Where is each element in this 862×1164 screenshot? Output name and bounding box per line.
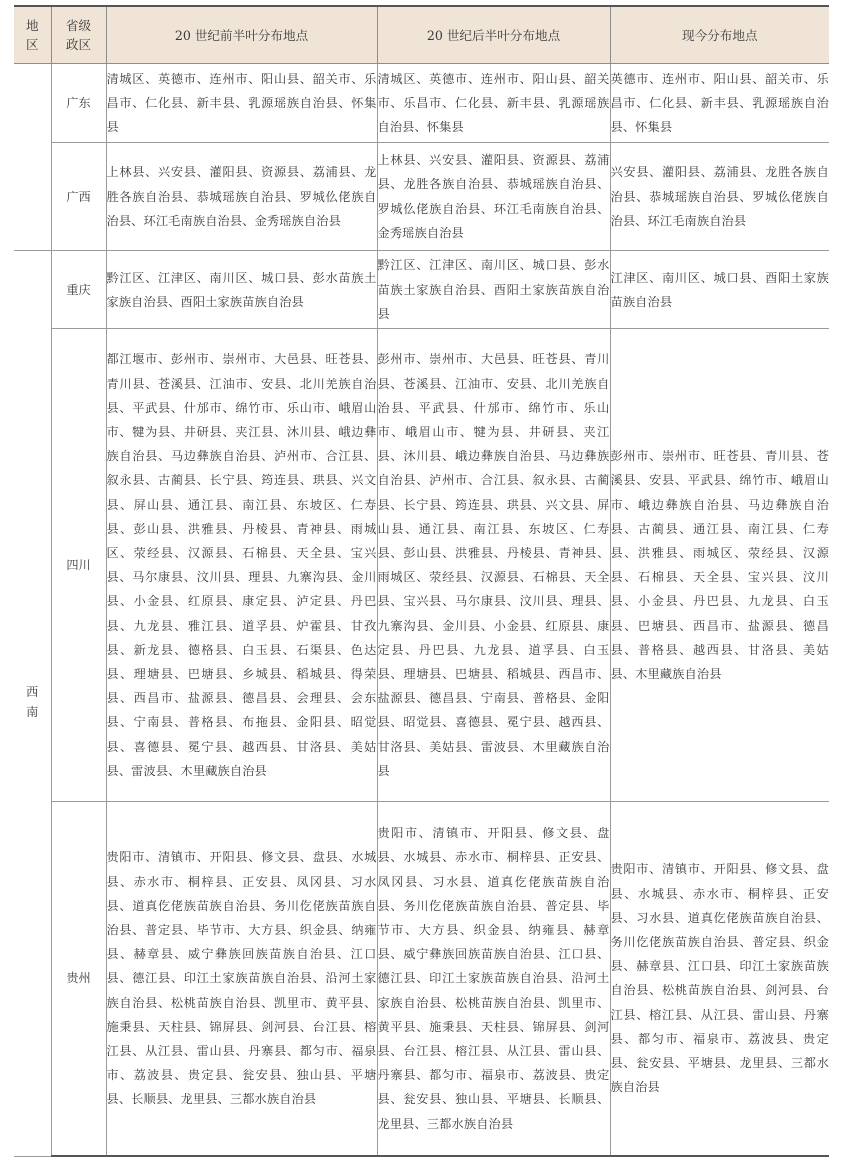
- table-row: [14, 143, 829, 251]
- header-early: 20 世纪前半叶分布地点: [106, 6, 377, 64]
- header-province-label: 省级政区: [65, 18, 92, 52]
- early-cell: [106, 143, 377, 251]
- current-cell: [610, 143, 829, 251]
- distribution-table: [14, 5, 829, 1157]
- late-cell: [377, 801, 610, 1156]
- current-text: 贵阳市、清镇市、开阳县、修文县、盘县、水城县、赤水市、桐梓县、正安县、习水县、道真仡佬族苗族自治县、务川仡佬族苗族自治县、普定县、织金县、赫章县、江口县、印江土家族苗族自治县、松桃苗族自治县、剑河县、台江县、榕江县、从江县、雷山县、丹寨县、都匀市、福泉市、荔波县、贵定县、瓮安县、平塘县、龙里县、三都水族自治县: [610, 862, 829, 1095]
- early-cell: [106, 329, 377, 802]
- late-text: 贵阳市、清镇市、开阳县、修文县、盘县、水城县、赤水市、桐梓县、正安县、凤冈县、习水县、道真仡佬族苗族自治县、务川仡佬族苗族自治县、普定县、毕节市、大方县、织金县、纳雍县、赫章县、威宁彝族回族苗族自治县、江口县、德江县、印江土家族苗族自治县、沿河土家族自治县、松桃苗族自治县、凯里市、黄平县、施秉县、天柱县、锦屏县、剑河县、台江县、榕江县、从江县、雷山县、丹寨县、都匀市、福泉市、荔波县、贵定县、瓮安县、独山县、平塘县、长顺县、龙里县、三都水族自治县: [377, 826, 610, 1131]
- current-cell: [610, 64, 829, 143]
- late-cell: [377, 64, 610, 143]
- current-text: 彭州市、崇州市、旺苍县、青川县、苍溪县、安县、平武县、绵竹市、峨眉山市、峨边彝族自治县、马边彝族自治县、古蔺县、通江县、南江县、仁寿县、洪雅县、雨城区、荥经县、汉源县、石棉县、天全县、宝兴县、汶川县、小金县、丹巴县、九龙县、白玉县、巴塘县、西昌市、盐源县、德昌县、普格县、越西县、甘洛县、美姑县、木里藏族自治县: [610, 449, 829, 681]
- province-cell: 广东: [51, 64, 106, 143]
- province-cell: 重庆: [51, 251, 106, 329]
- early-text: 清城区、英德市、连州市、阳山县、韶关市、乐昌市、仁化县、新丰县、乳源瑶族自治县、怀集县: [106, 71, 377, 135]
- province-cell: 广西: [51, 143, 106, 251]
- current-cell: [610, 801, 829, 1156]
- early-text: 都江堰市、彭州市、崇州市、大邑县、旺苍县、青川县、苍溪县、江油市、安县、北川羌族自治县、平武县、什邡市、绵竹市、乐山市、峨眉山市、犍为县、井研县、夹江县、沐川县、峨边彝族自治县、马边彝族自治县、泸州市、合江县、叙永县、古蔺县、长宁县、筠连县、珙县、兴文县、屏山县、通江县、南江县、东坡区、仁寿县、彭山县、洪雅县、丹棱县、青神县、雨城区、荥经县、汉源县、石棉县、天全县、宝兴县、马尔康县、汶川县、理县、九寨沟县、金川县、小金县、红原县、康定县、泸定县、丹巴县、九龙县、雅江县、道孚县、炉霍县、甘孜县、新龙县、德格县、白玉县、石渠县、色达县、理塘县、巴塘县、乡城县、稻城县、得荣县、西昌市、盐源县、德昌县、会理县、会东县、宁南县、普格县、布拖县、金阳县、昭觉县、喜德县、冕宁县、越西县、甘洛县、美姑县、雷波县、木里藏族自治县: [106, 352, 377, 778]
- header-region: [14, 6, 51, 64]
- table-row: [14, 251, 829, 329]
- early-cell: [106, 801, 377, 1156]
- province-cell: 贵州: [51, 801, 106, 1156]
- current-text: 兴安县、灌阳县、荔浦县、龙胜各族自治县、恭城瑶族自治县、罗城仫佬族自治县、环江毛南族自治县: [610, 165, 829, 228]
- current-cell: [610, 329, 829, 802]
- late-text: 彭州市、崇州市、大邑县、旺苍县、青川县、苍溪县、江油市、安县、北川羌族自治县、平武县、什邡市、绵竹市、乐山市、峨眉山市、犍为县、井研县、夹江县、沐川县、峨边彝族自治县、马边彝族自治县、泸州市、合江县、叙永县、古蔺县、长宁县、筠连县、珙县、兴文县、屏山县、通江县、南江县、东坡区、仁寿县、彭山县、洪雅县、丹棱县、青神县、雨城区、荥经县、汉源县、石棉县、天全县、宝兴县、马尔康县、汶川县、理县、九寨沟县、金川县、小金县、红原县、康定县、丹巴县、九龙县、道孚县、白玉县、理塘县、巴塘县、稻城县、西昌市、盐源县、德昌县、宁南县、普格县、金阳县、昭觉县、喜德县、冕宁县、越西县、甘洛县、美姑县、雷波县、木里藏族自治县: [377, 352, 610, 778]
- table-row: [14, 64, 829, 143]
- current-text: 英德市、连州市、阳山县、韶关市、乐昌市、仁化县、新丰县、乳源瑶族自治县、怀集县: [610, 71, 829, 135]
- region-cell-blank: [14, 64, 51, 251]
- current-text: 江津区、南川区、城口县、酉阳土家族苗族自治县: [610, 270, 829, 309]
- region-label: 西南: [26, 685, 39, 720]
- table-row: [14, 329, 829, 802]
- late-cell: [377, 251, 610, 329]
- early-text: 贵阳市、清镇市、开阳县、修文县、盘县、水城县、赤水市、桐梓县、正安县、凤冈县、习水县、道真仡佬族苗族自治县、务川仡佬族苗族自治县、普定县、毕节市、大方县、织金县、纳雍县、赫章县、威宁彝族回族苗族自治县、江口县、德江县、印江土家族苗族自治县、沿河土家族自治县、松桃苗族自治县、凯里市、黄平县、施秉县、天柱县、锦屏县、剑河县、台江县、榕江县、从江县、雷山县、丹寨县、都匀市、福泉市、荔波县、贵定县、瓮安县、独山县、平塘县、长顺县、龙里县、三都水族自治县: [106, 850, 377, 1107]
- table-row: [14, 801, 829, 1156]
- current-cell: [610, 251, 829, 329]
- early-text: 上林县、兴安县、灌阳县、资源县、荔浦县、龙胜各族自治县、恭城瑶族自治县、罗城仫佬族自治县、环江毛南族自治县、金秀瑶族自治县: [106, 165, 377, 228]
- header-province: [51, 6, 106, 64]
- early-cell: [106, 64, 377, 143]
- header-row: [14, 6, 829, 64]
- early-cell: [106, 251, 377, 329]
- late-text: 清城区、英德市、连州市、阳山县、韶关市、乐昌市、仁化县、新丰县、乳源瑶族自治县、怀集县: [377, 71, 610, 135]
- header-current: 现今分布地点: [610, 6, 829, 64]
- region-cell: [14, 251, 51, 1156]
- late-cell: [377, 143, 610, 251]
- header-late: 20 世纪后半叶分布地点: [377, 6, 610, 64]
- late-text: 上林县、兴安县、灌阳县、资源县、荔浦县、龙胜各族自治县、恭城瑶族自治县、罗城仫佬族自治县、环江毛南族自治县、金秀瑶族自治县: [377, 153, 610, 240]
- late-cell: [377, 329, 610, 802]
- early-text: 黔江区、江津区、南川区、城口县、彭水苗族土家族自治县、酉阳土家族苗族自治县: [106, 270, 377, 309]
- late-text: 黔江区、江津区、南川区、城口县、彭水苗族土家族自治县、酉阳土家族苗族自治县: [377, 258, 610, 321]
- header-region-label: 地区: [25, 18, 39, 52]
- province-cell: 四川: [51, 329, 106, 802]
